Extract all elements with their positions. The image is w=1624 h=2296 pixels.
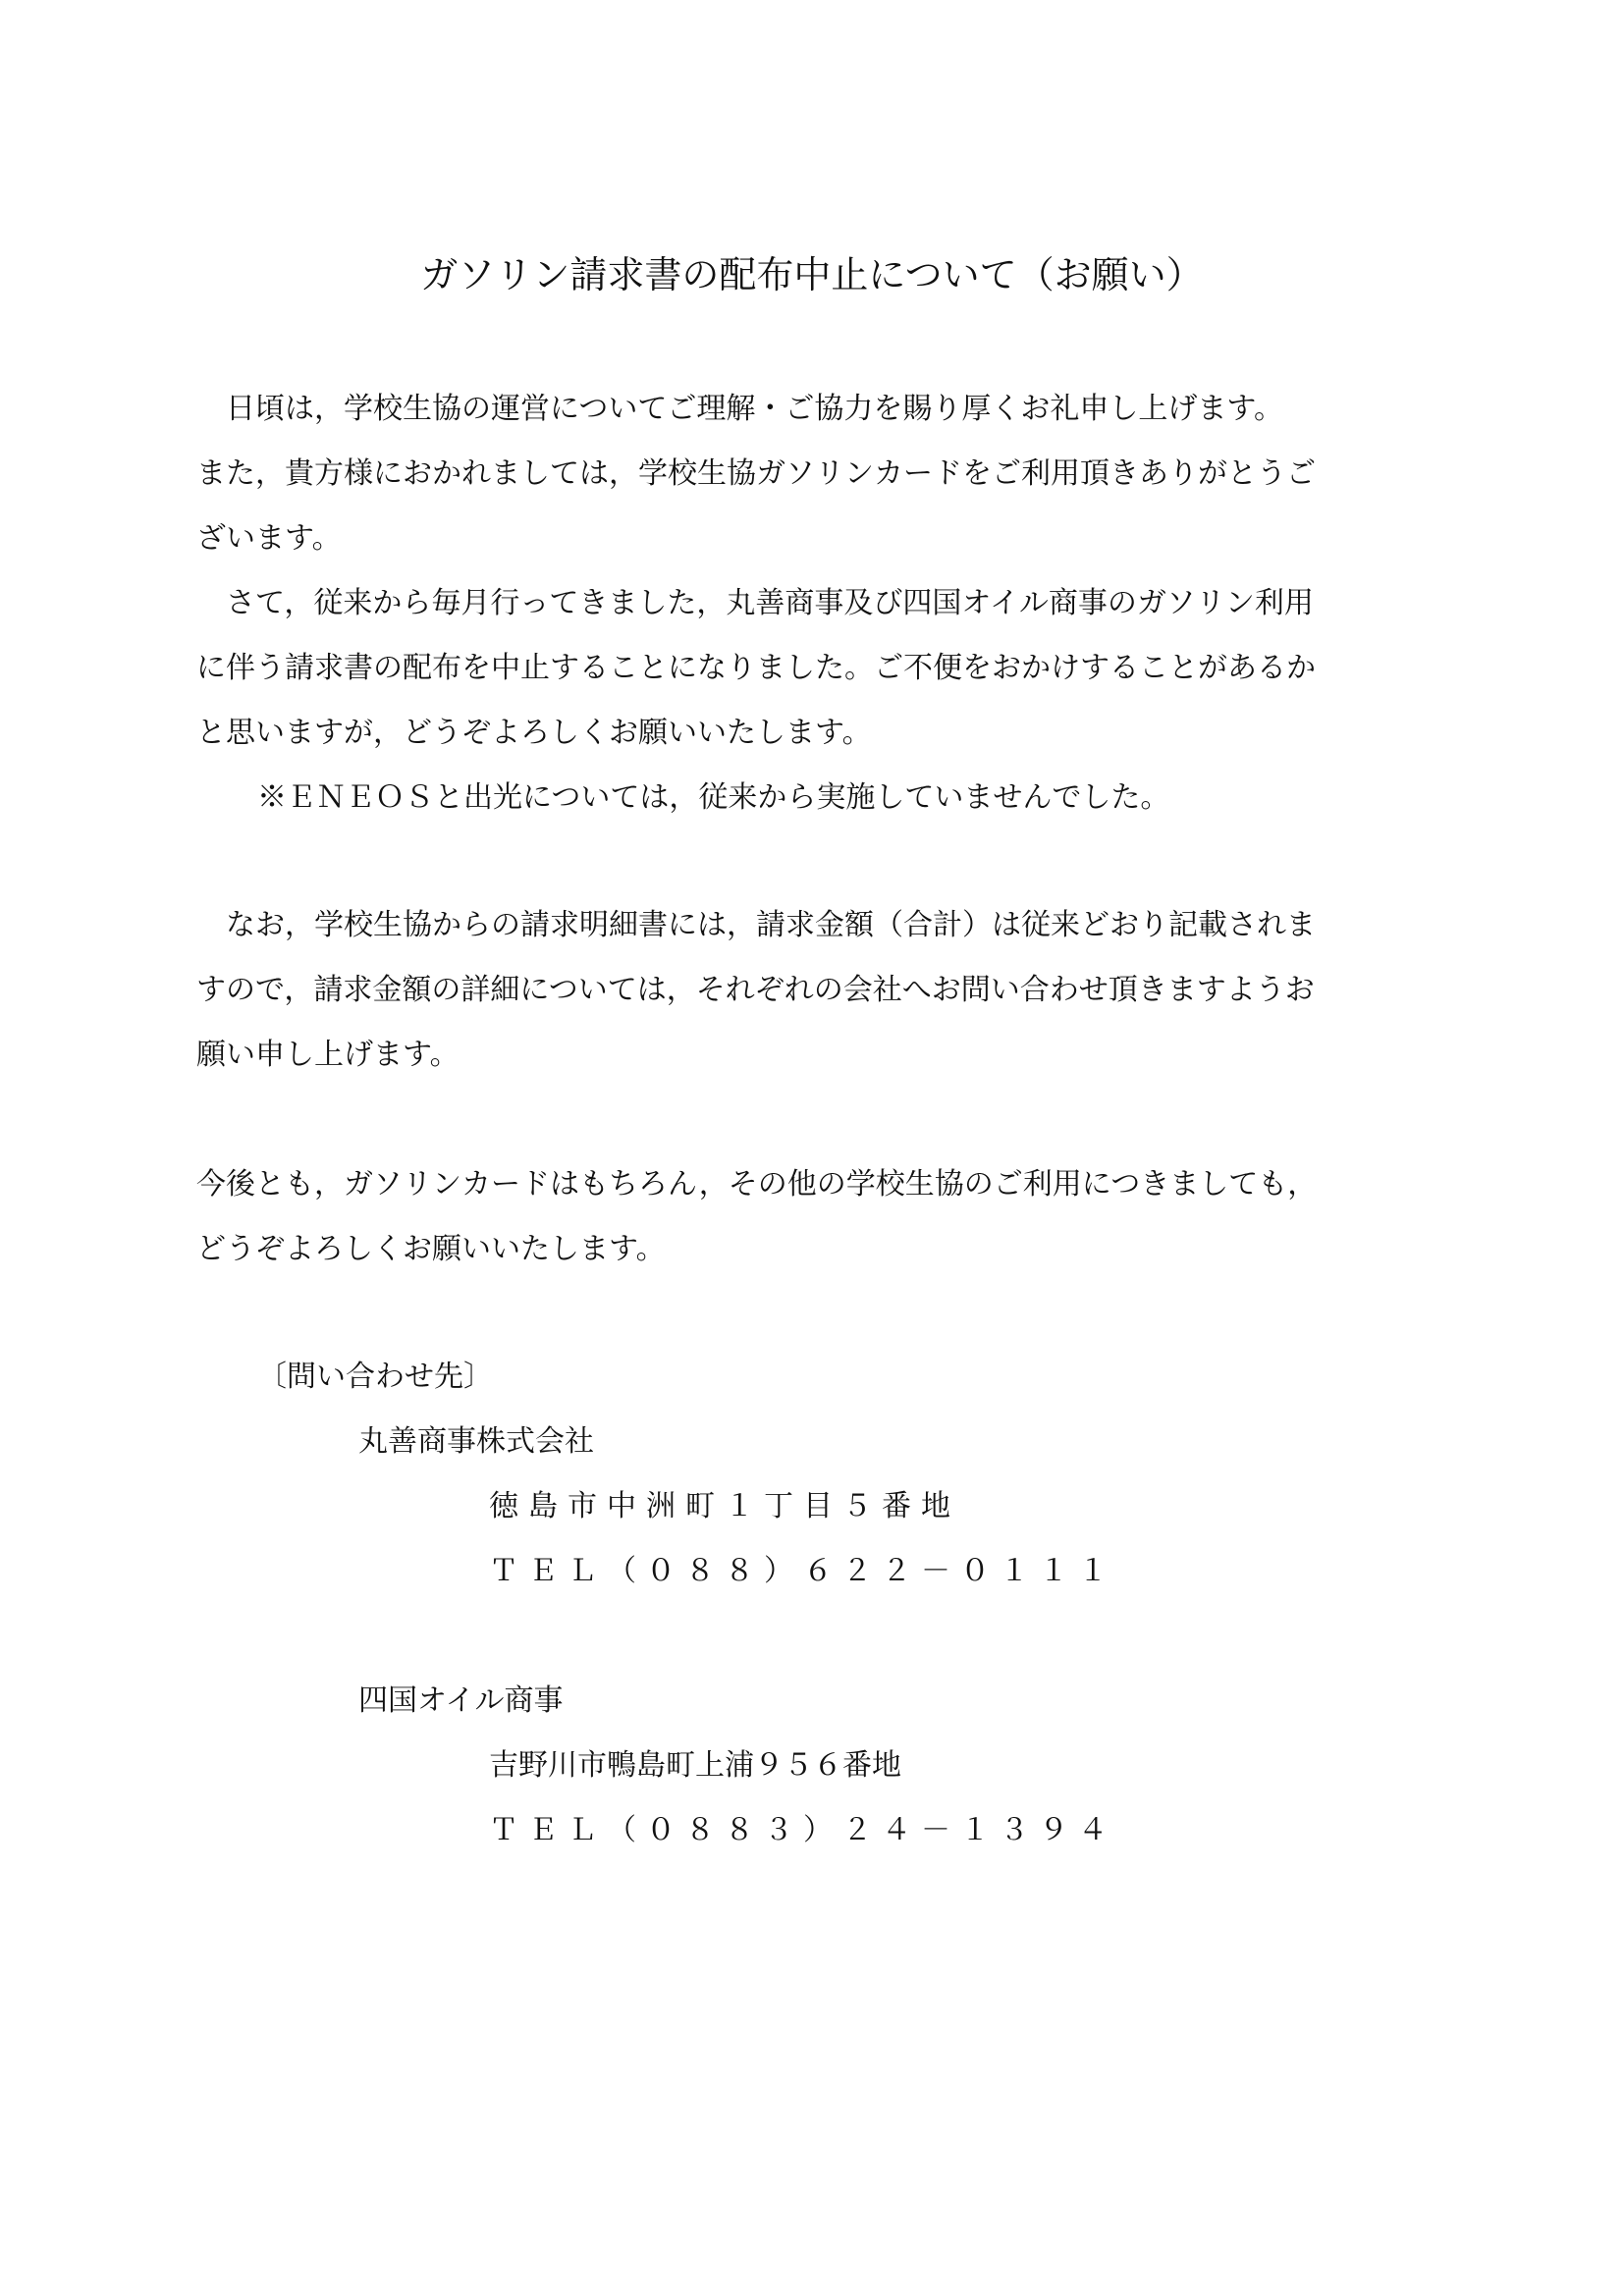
contact-company-name: 丸善商事株式会社	[358, 1424, 594, 1459]
contact-company-tel: ＴＥＬ（０８８）６２２－０１１１	[489, 1554, 1117, 1588]
eneos-idemitsu-note: ※ＥＮＥＯＳと出光については，従来から実施していませんでした。	[257, 780, 1170, 815]
notice-paragraph: さて，従来から毎月行ってきました，丸善商事及び四国オイル商事のガソリン利用 に伴う請求書の配布を中止することになりました。ご不便をおかけすることがあるか と思いますが，どうぞよろしくお願いいたします。	[196, 586, 1316, 750]
contact-company-tel: ＴＥＬ（０８８３）２４－１３９４	[489, 1813, 1117, 1847]
greeting-paragraph: 日頃は，学校生協の運営についてご理解・ご協力を賜り厚くお礼申し上げます。 また，貴方様におかれましては，学校生協ガソリンカードをご利用頂きありがとうご ざいます。	[196, 392, 1316, 556]
invoice-detail-paragraph: なお，学校生協からの請求明細書には，請求金額（合計）は従来どおり記載されま すので，請求金額の詳細については，それぞれの会社へお問い合わせ頂きますようお 願い申し上げます。	[196, 908, 1316, 1072]
page-title: ガソリン請求書の配布中止について（お願い）	[420, 253, 1204, 296]
contact-company-address: 徳島市中洲町１丁目５番地	[489, 1489, 960, 1523]
contact-company-name: 四国オイル商事	[358, 1683, 564, 1718]
contact-company-address: 吉野川市鴨島町上浦９５６番地	[489, 1748, 901, 1783]
closing-paragraph: 今後とも，ガソリンカードはもちろん，その他の学校生協のご利用につきましても， どうぞよろしくお願いいたします。	[196, 1167, 1318, 1266]
contact-heading: 〔問い合わせ先〕	[257, 1360, 493, 1394]
